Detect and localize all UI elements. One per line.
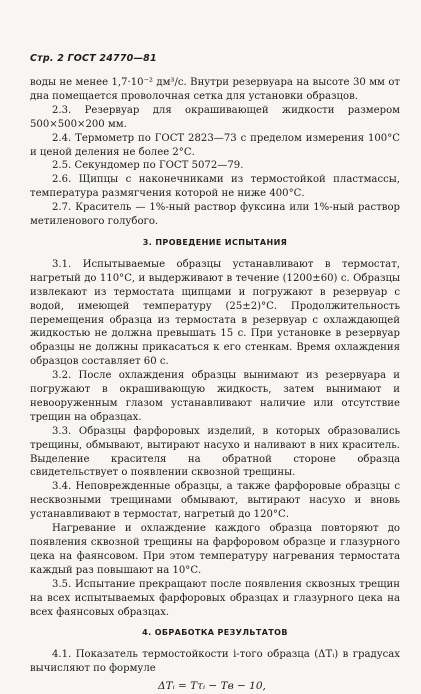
paragraph-3-4-continued: Нагревание и охлаждение каждого образца повторяют до появления сквозной трещины на фарфоровом образце и глазурного цека на фаянсовом. При этом температуру нагревания термостата каждый раз повышают на 10°С. xyxy=(30,523,400,576)
paragraph-continuation: воды не менее 1,7·10⁻² дм³/с. Внутри резервуара на высоте 30 мм от дна помещается проволочная сетка для установки образцов. xyxy=(30,77,400,102)
paragraph-2-5: 2.5. Секундомер по ГОСТ 5072—79. xyxy=(52,160,244,172)
paragraph-3-1: 3.1. Испытываемые образцы устанавливают в термостат, нагретый до 110°С, и выдерживают в течение (1200±60) с. Образцы извлекают из термостата щипцами и погружают в резервуар с водой, имеющей температуру (25±2)°С. Продолжительность перемещения образца из термостата в резервуар с охлаждающей жидкостью не должна превышать 15 с. При установке в резервуар образцы не должны прикасаться к его стенкам. Время охлаждения образцов составляет 60 с. xyxy=(30,258,400,368)
paragraph-3-2: 3.2. После охлаждения образцы вынимают из резервуара и погружают в окрашивающую жидкость, затем вынимают и невооруженным глазом устанавливают наличие или отсутствие трещин на образцах. xyxy=(30,370,400,423)
paragraph-3-4: 3.4. Неповрежденные образцы, а также фарфоровые образцы с несквозными трещинами обмывают, вытирают насухо и вновь устанавливают в термостат, нагретый до 120°С. xyxy=(30,481,400,521)
paragraph-4-1: 4.1. Показатель термостойкости i-того образца (ΔTᵢ) в градусах вычисляют по формуле xyxy=(30,649,400,675)
paragraph-2-6: 2.6. Щипцы с наконечниками из термостойкой пластмассы, температура размягчения которой не ниже 400°С. xyxy=(30,174,400,200)
formula: ΔTᵢ = Tτᵢ − Tв − 10, xyxy=(158,680,266,693)
section-3-heading: 3. ПРОВЕДЕНИЕ ИСПЫТАНИЯ xyxy=(142,237,288,247)
paragraph-2-7: 2.7. Краситель — 1%-ный раствор фуксина или 1%-ный раствор метиленового голубого. xyxy=(30,202,400,228)
section-4-heading: 4. ОБРАБОТКА РЕЗУЛЬТАТОВ xyxy=(142,628,288,638)
paragraph-2-4: 2.4. Термометр по ГОСТ 2823—73 с пределом измерения 100°С и ценой деления не более 2°С. xyxy=(30,132,400,158)
document-body xyxy=(30,76,400,694)
page-header: Стр. 2 ГОСТ 24770—81 xyxy=(30,53,157,64)
paragraph-2-3: 2.3. Резервуар для окрашивающей жидкости размером 500×500×200 мм. xyxy=(30,104,400,130)
paragraph-3-3: 3.3. Образцы фарфоровых изделий, в которых образовались трещины, обмывают, вытирают насухо и наливают в них краситель. Выделение красителя на обратной стороне образца свидетельствует о появлении сквозной трещины. xyxy=(30,425,400,479)
paragraph-3-5: 3.5. Испытание прекращают после появления сквозных трещин на всех испытываемых фарфоровых образцах и глазурного цека на всех фаянсовых образцах. xyxy=(30,578,400,618)
